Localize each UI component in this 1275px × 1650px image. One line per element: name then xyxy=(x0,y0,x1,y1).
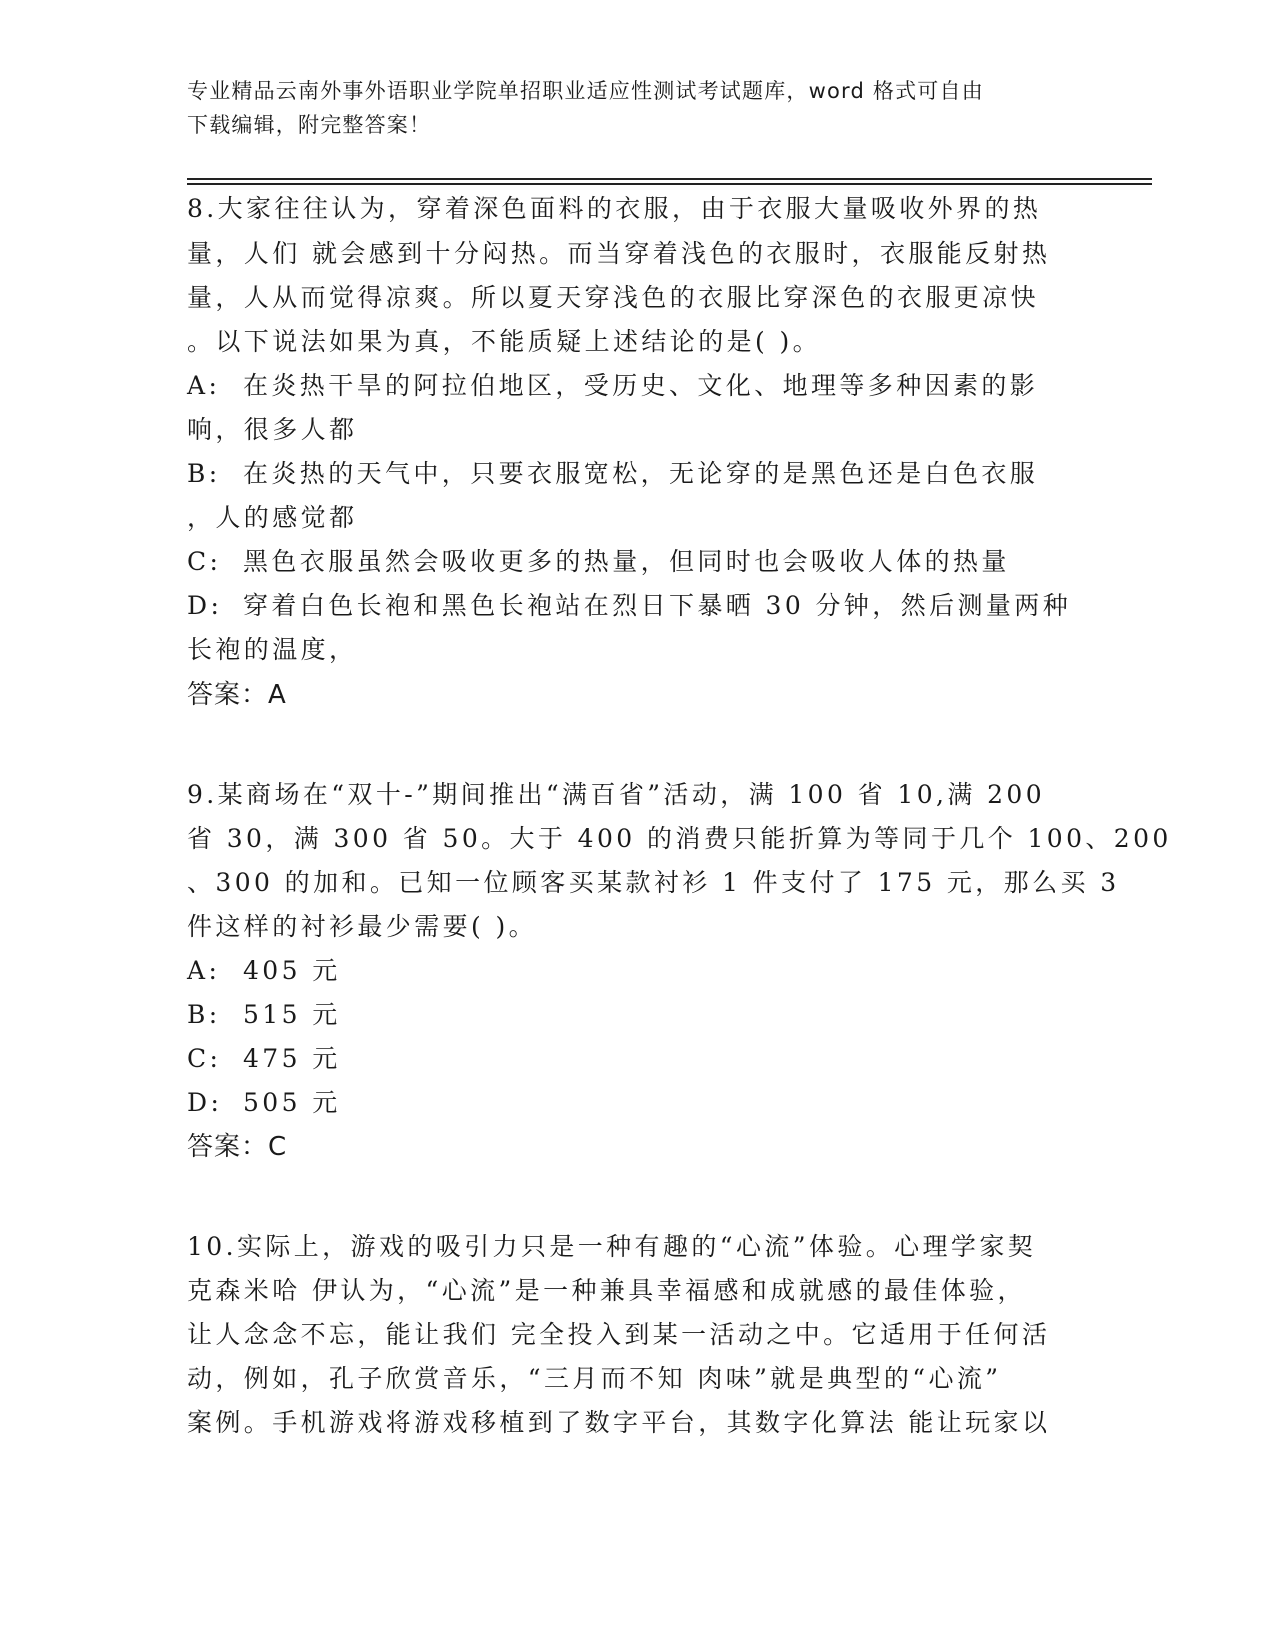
q8-stem-line-2: 量，人们 就会感到十分闷热。而当穿着浅色的衣服时，衣服能反射热 xyxy=(187,239,1051,268)
option-letter: B: xyxy=(187,459,221,488)
option-text: 505 元 xyxy=(243,1088,341,1117)
option-letter: B: xyxy=(187,1000,221,1029)
q8-answer: 答案：A xyxy=(187,680,287,710)
q9-option-c xyxy=(187,1044,341,1074)
q9-stem-line-1: 9.某商场在“双十-”期间推出“满百省”活动，满 100 省 10,满 200 xyxy=(187,780,1046,809)
option-text: 在炎热干旱的阿拉伯地区，受历史、文化、地理等多种因素的影 xyxy=(243,371,1039,400)
option-text: 475 元 xyxy=(243,1044,341,1073)
option-letter: C: xyxy=(187,547,222,576)
q9-answer: 答案：C xyxy=(187,1132,288,1162)
q8-stem-line-4: 。以下说法如果为真，不能质疑上述结论的是( )。 xyxy=(187,327,822,356)
q8-option-b-cont: ，人的感觉都 xyxy=(187,503,358,532)
document-header xyxy=(187,74,1067,142)
q8-option-a xyxy=(187,371,1038,401)
option-letter: D: xyxy=(187,1088,223,1117)
q10-stem-line-1: 10.实际上，游戏的吸引力只是一种有趣的“心流”体验。心理学家契 xyxy=(187,1232,1037,1261)
q8-option-a-cont: 响，很多人都 xyxy=(187,415,358,444)
q10-stem-line-4: 动，例如，孔子欣赏音乐，“三月而不知 肉味”就是典型的“心流” xyxy=(187,1364,1002,1393)
q9-option-b xyxy=(187,1000,341,1030)
q8-option-b xyxy=(187,459,1038,489)
q10-stem-line-3: 让人念念不忘，能让我们 完全投入到某一活动之中。它适用于任何活 xyxy=(187,1320,1051,1349)
header-rule-bottom xyxy=(187,183,1152,185)
q9-stem-line-2: 省 30，满 300 省 50。大于 400 的消费只能折算为等同于几个 100、200 xyxy=(187,824,1172,853)
q8-stem-line-3: 量，人从而觉得凉爽。所以夏天穿浅色的衣服比穿深色的衣服更凉快 xyxy=(187,283,1040,312)
q10-stem-line-5: 案例。手机游戏将游戏移植到了数字平台，其数字化算法 能让玩家以 xyxy=(187,1408,1051,1437)
q8-option-d-cont: 长袍的温度， xyxy=(187,635,358,664)
option-letter: A: xyxy=(187,371,221,400)
q8-option-c xyxy=(187,547,1010,577)
header-line-2: 下载编辑，附完整答案！ xyxy=(187,113,432,137)
q9-option-d xyxy=(187,1088,341,1118)
q9-option-a xyxy=(187,956,341,986)
option-letter: A: xyxy=(187,956,221,985)
q8-option-d xyxy=(187,591,1071,621)
q9-stem-line-3: 、300 的加和。已知一位顾客买某款衬衫 1 件支付了 175 元，那么买 3 xyxy=(187,868,1120,897)
q9-stem-line-4: 件这样的衬衫最少需要( )。 xyxy=(187,912,538,941)
option-text: 405 元 xyxy=(243,956,341,985)
option-text: 515 元 xyxy=(243,1000,341,1029)
header-rule-top xyxy=(187,178,1152,180)
option-text: 在炎热的天气中，只要衣服宽松，无论穿的是黑色还是白色衣服 xyxy=(243,459,1039,488)
header-line-1: 专业精品云南外事外语职业学院单招职业适应性测试考试题库，word 格式可自由 xyxy=(187,79,984,103)
option-text: 穿着白色长袍和黑色长袍站在烈日下暴晒 30 分钟，然后测量两种 xyxy=(243,591,1072,620)
option-text: 黑色衣服虽然会吸收更多的热量，但同时也会吸收人体的热量 xyxy=(243,547,1010,576)
q10-stem-line-2: 克森米哈 伊认为，“心流”是一种兼具幸福感和成就感的最佳体验， xyxy=(187,1276,1026,1305)
q8-stem-line-1: 8.大家往往认为，穿着深色面料的衣服，由于衣服大量吸收外界的热 xyxy=(187,194,1042,223)
option-letter: C: xyxy=(187,1044,222,1073)
option-letter: D: xyxy=(187,591,223,620)
